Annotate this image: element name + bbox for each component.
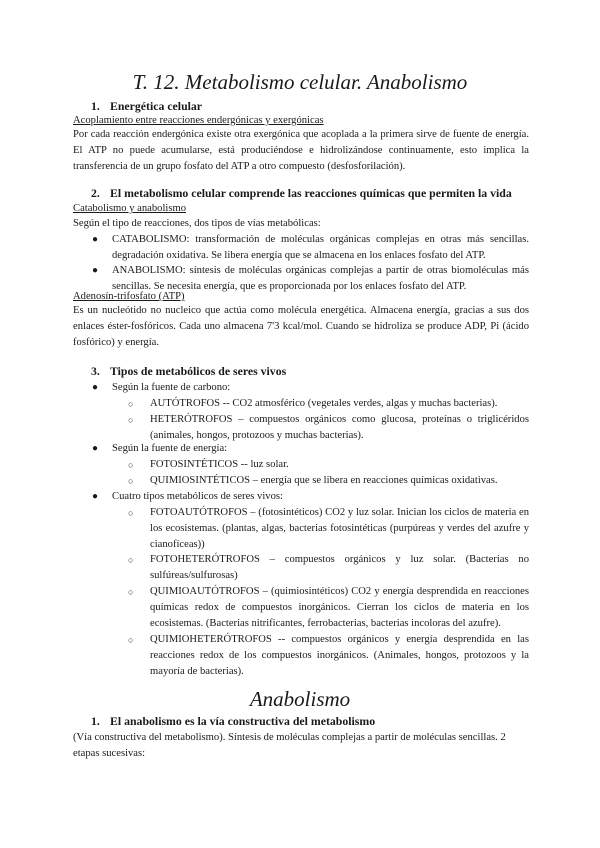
section-3-heading: [91, 364, 286, 379]
section-1-heading: [91, 99, 202, 114]
bullet-dot-icon: ●: [92, 443, 99, 454]
section-3-number: 3.: [91, 364, 100, 378]
bullet-anabolismo: ● ANABOLISMO: síntesis de moléculas orgánicas complejas a partir de otras biomoléculas más sencillas. Se necesita energía, que es proporcionada por los enlaces fosfato del ATP.: [92, 265, 529, 292]
sub-bullet-heterotrofos: ○ HETERÓTROFOS – compuestos orgánicos como glucosa, proteínas o triglicéridos (animales, hongos, protozoos y muchas bacterias).: [128, 414, 529, 441]
section-2-intro: Según el tipo de reacciones, dos tipos de vías metabólicas:: [73, 218, 321, 229]
section-1-number: 1.: [91, 99, 100, 113]
section-2-subheading-catabolismo: Catabolismo y anabolismo: [73, 203, 186, 214]
section-2-heading: [91, 186, 512, 201]
bullet-dot-icon: ●: [92, 265, 99, 276]
bullet-cuatro-tipos: ● Cuatro tipos metabólicos de seres vivos:: [112, 489, 529, 505]
sub-bullet-quimioheterotrofos: ○ QUIMIOHETERÓTROFOS -- compuestos orgánicos y energía desprendida en las reacciones redox de los compuestos inorgánicos. (Animales, hongos, protozoos y la mayoría de bacterias).: [128, 634, 529, 677]
anabolismo-heading: [91, 714, 375, 729]
sub-bullet-fotoheterotrofos: ○ FOTOHETERÓTROFOS – compuestos orgánicos y luz solar. (Bacterias no sulfúreas/sulfurosas): [128, 554, 529, 581]
section-2-number: 2.: [91, 186, 100, 200]
bullet-circle-icon: ○: [128, 476, 134, 486]
bullet-circle-icon: ○: [128, 587, 134, 597]
sub-bullet-fotosinteticos: ○ FOTOSINTÉTICOS -- luz solar.: [150, 457, 529, 473]
anabolismo-number: 1.: [91, 714, 100, 728]
sub-bullet-fotoautotrofos: ○ FOTOAUTÓTROFOS – (fotosintéticos) CO2 y luz solar. Inician los ciclos de materia en los ecosistemas. (plantas, algas, bacterias fotosintéticas (purpúreas y verdes del azufre y cianofíceas)): [128, 507, 529, 550]
bullet-fuente-carbono: ● Según la fuente de carbono:: [112, 380, 529, 396]
section-2-subheading-atp: Adenosín-trifosfato (ATP): [73, 291, 185, 302]
sub-bullet-quimiosinteticos: ○ QUIMIOSINTÉTICOS – energía que se libera en reacciones químicas oxidativas.: [150, 473, 529, 489]
section-1-title: Energética celular: [110, 99, 203, 113]
bullet-catabolismo: ● CATABOLISMO: transformación de moléculas orgánicas complejas en otras más sencillas. degradación oxidativa. Se libera energía que se almacena en los enlaces fosfato del ATP.: [92, 234, 529, 261]
sub-bullet-quimioautotrofos: ○ QUIMIOAUTÓTROFOS – (quimiosintéticos) CO2 y energía desprendida en reacciones químicas redox de compuestos inorgánicos. Cierran los ciclos de materia en los ecosistemas. (Bacterias nitrificantes, ferrobacterias, bacterias incoloras del azufre).: [128, 586, 529, 629]
anabolismo-title: Anabolismo: [249, 687, 351, 711]
section-1-subheading: Acoplamiento entre reacciones endergónicas y exergónicas: [73, 115, 324, 126]
page-title: T. 12. Metabolismo celular. Anabolismo: [132, 70, 468, 94]
bullet-circle-icon: ○: [128, 460, 134, 470]
bullet-circle-icon: ○: [128, 415, 134, 425]
bullet-circle-icon: ○: [128, 555, 134, 565]
section-2-atp-paragraph: Es un nucleótido no nucleico que actúa como molécula energética. Almacena energía, gracias a sus dos enlaces éster-fosfóricos. Cada uno almacena 7'3 kcal/mol. Cuando se hidroliza se produce ADP, Pi (ácido fosfórico) y energía.: [73, 305, 529, 348]
section-3-title: Tipos de metabólicos de seres vivos: [110, 364, 287, 378]
bullet-circle-icon: ○: [128, 399, 134, 409]
bullet-dot-icon: ●: [92, 234, 99, 245]
section-1-paragraph: Por cada reacción endergónica existe otra exergónica que acoplada a la primera sirve de fuente de energía. El ATP no puede acumularse, está produciéndose e hidrolizándose continuamente, esto implica la transferencia de un grupo fosfato del ATP a otro compuesto (desfosforilación).: [73, 129, 529, 172]
bullet-circle-icon: ○: [128, 635, 134, 645]
anabolismo-heading-title: El anabolismo es la vía constructiva del metabolismo: [110, 714, 376, 728]
bullet-dot-icon: ●: [92, 382, 99, 393]
bullet-fuente-energia: ● Según la fuente de energía:: [112, 441, 529, 457]
anabolismo-paragraph: (Vía constructiva del metabolismo). Síntesis de moléculas complejas a partir de moléculas sencillas. 2 etapas sucesivas:: [73, 732, 506, 759]
section-2-title: El metabolismo celular comprende las reacciones químicas que permiten la vida: [110, 186, 512, 200]
bullet-dot-icon: ●: [92, 491, 99, 502]
bullet-circle-icon: ○: [128, 508, 134, 518]
sub-bullet-autotrofos: ○ AUTÓTROFOS -- CO2 atmosférico (vegetales verdes, algas y muchas bacterias).: [150, 396, 529, 412]
